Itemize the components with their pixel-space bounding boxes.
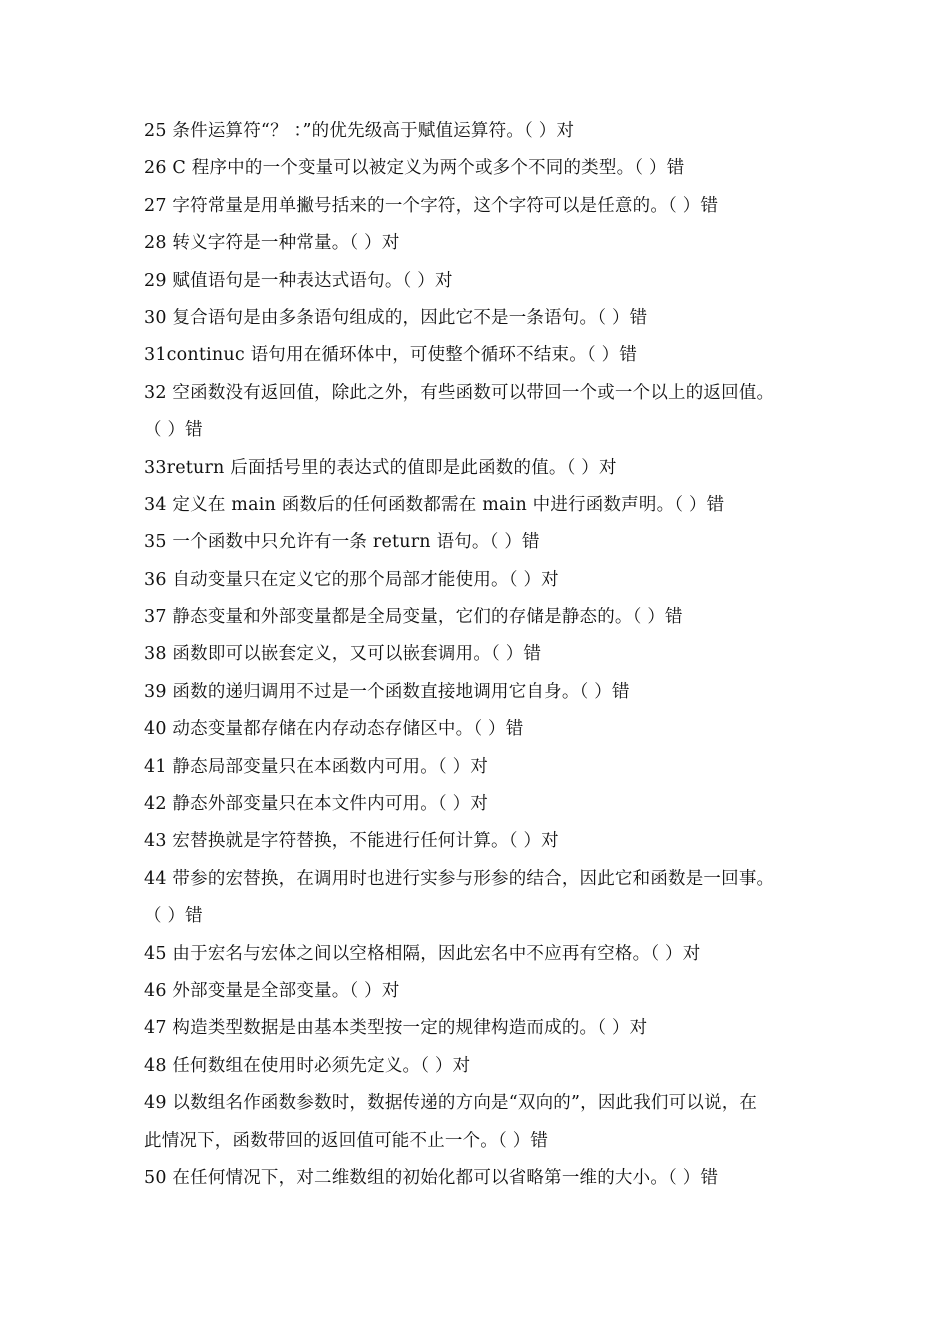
question-40: 40 动态变量都存储在内存动态存储区中。（ ）错 <box>144 719 524 740</box>
question-27: 27 字符常量是用单撇号括来的一个字符，这个字符可以是任意的。（ ）错 <box>144 195 719 216</box>
question-45: 45 由于宏名与宏体之间以空格相隔，因此宏名中不应再有空格。（ ）对 <box>144 943 701 964</box>
question-38: 38 函数即可以嵌套定义，又可以嵌套调用。（ ）错 <box>144 644 542 665</box>
question-33: 33return 后面括号里的表达式的值即是此函数的值。（ ）对 <box>144 457 617 478</box>
question-37: 37 静态变量和外部变量都是全局变量，它们的存储是静态的。（ ）错 <box>144 607 683 628</box>
question-29: 29 赋值语句是一种表达式语句。（ ）对 <box>144 270 453 291</box>
question-46: 46 外部变量是全部变量。（ ）对 <box>144 980 400 1001</box>
question-31: 31continuc 语句用在循环体中，可使整个循环不结束。（ ）错 <box>144 345 638 366</box>
question-44-answer: （ ）错 <box>144 906 203 927</box>
question-44: 44 带参的宏替换，在调用时也进行实参与形参的结合，因此它和函数是一回事。 <box>144 868 775 889</box>
question-30: 30 复合语句是由多条语句组成的，因此它不是一条语句。（ ）错 <box>144 307 648 328</box>
question-43: 43 宏替换就是字符替换，不能进行任何计算。（ ）对 <box>144 831 559 852</box>
question-32: 32 空函数没有返回值，除此之外，有些函数可以带回一个或一个以上的返回值。 <box>144 382 775 403</box>
question-39: 39 函数的递归调用不过是一个函数直接地调用它自身。（ ）错 <box>144 681 630 702</box>
question-36: 36 自动变量只在定义它的那个局部才能使用。（ ）对 <box>144 569 559 590</box>
question-41: 41 静态局部变量只在本函数内可用。（ ）对 <box>144 756 489 777</box>
question-25: 25 条件运算符“？ ：”的优先级高于赋值运算符。（ ）对 <box>144 121 575 141</box>
question-34: 34 定义在 main 函数后的任何函数都需在 main 中进行函数声明。（ ）错 <box>144 494 725 515</box>
question-48: 48 任何数组在使用时必须先定义。（ ）对 <box>144 1055 471 1076</box>
question-47: 47 构造类型数据是由基本类型按一定的规律构造而成的。（ ）对 <box>144 1018 648 1039</box>
question-32-answer: （ ）错 <box>144 420 203 441</box>
question-26: 26 C 程序中的一个变量可以被定义为两个或多个不同的类型。（ ）错 <box>144 158 685 179</box>
question-35: 35 一个函数中只允许有一条 return 语句。（ ）错 <box>144 532 540 553</box>
question-list <box>144 113 824 1197</box>
question-49: 49 以数组名作函数参数时，数据传递的方向是“双向的”，因此我们可以说，在 <box>144 1093 758 1114</box>
question-50: 50 在任何情况下，对二维数组的初始化都可以省略第一维的大小。（ ）错 <box>144 1167 719 1188</box>
question-42: 42 静态外部变量只在本文件内可用。（ ）对 <box>144 794 489 815</box>
question-49-continued: 此情况下，函数带回的返回值可能不止一个。（ ）错 <box>144 1130 549 1151</box>
question-28: 28 转义字符是一种常量。（ ）对 <box>144 233 400 254</box>
